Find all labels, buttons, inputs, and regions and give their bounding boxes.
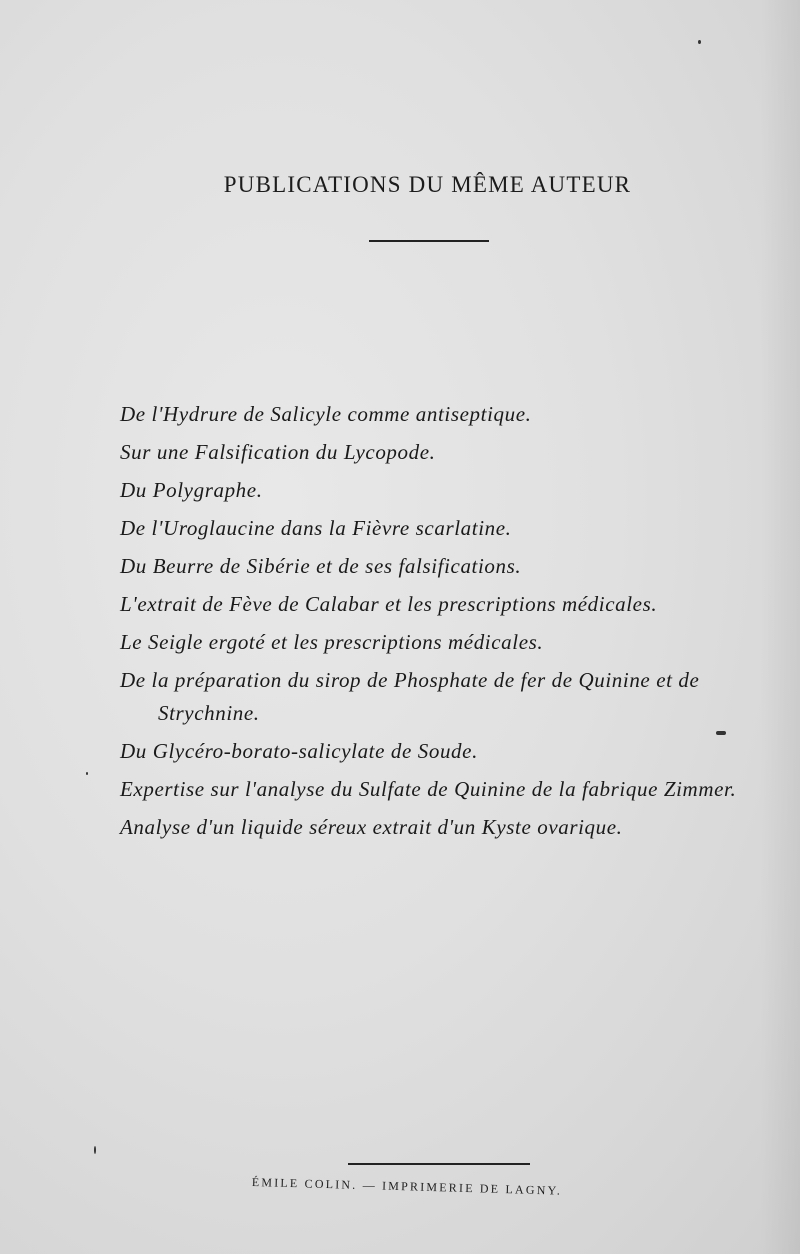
ink-speck	[698, 40, 701, 44]
publication-item: Expertise sur l'analyse du Sulfate de Quinine de la fabrique Zimmer.	[120, 777, 737, 801]
heading-rule	[369, 240, 489, 242]
publication-item: De l'Hydrure de Salicyle comme antiseptique.	[120, 402, 532, 426]
publication-item: Le Seigle ergoté et les prescriptions médicales.	[120, 630, 544, 654]
publication-item: Sur une Falsification du Lycopode.	[120, 440, 436, 464]
page-heading: PUBLICATIONS DU MÊME AUTEUR	[223, 172, 632, 197]
publication-item: Du Polygraphe.	[120, 478, 263, 502]
publication-item: Du Glycéro-borato-salicylate de Soude.	[120, 739, 478, 763]
ink-speck	[716, 731, 726, 735]
publication-item: Du Beurre de Sibérie et de ses falsifications.	[120, 554, 522, 578]
imprint-rule	[348, 1163, 530, 1165]
publication-list	[120, 398, 790, 849]
publication-item: L'extrait de Fève de Calabar et les prescriptions médicales.	[120, 592, 658, 616]
ink-speck	[94, 1146, 96, 1154]
publication-item: De la préparation du sirop de Phosphate de fer de Quinine et de Strychnine.	[120, 668, 700, 725]
publication-item: De l'Uroglaucine dans la Fièvre scarlatine.	[120, 516, 512, 540]
ink-speck	[86, 772, 88, 775]
publication-item: Analyse d'un liquide séreux extrait d'un Kyste ovarique.	[120, 815, 623, 839]
printer-imprint: ÉMILE COLIN. — IMPRIMERIE DE LAGNY.	[251, 1175, 563, 1198]
